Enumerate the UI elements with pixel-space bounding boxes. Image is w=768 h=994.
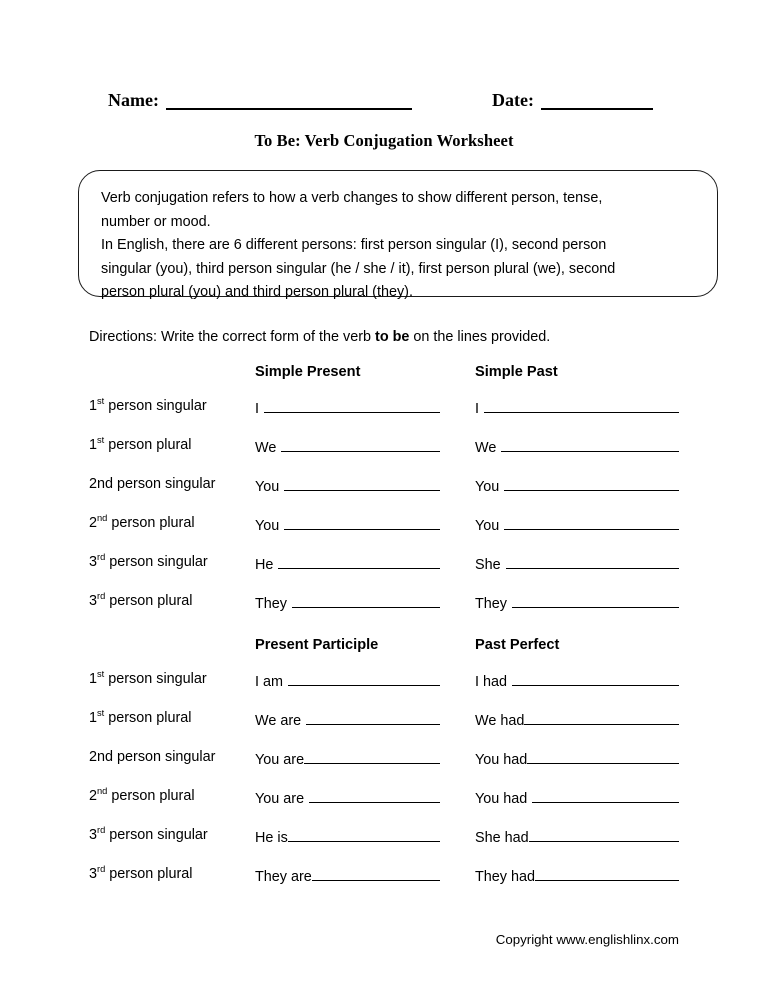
answer-write-line[interactable] [512,591,679,608]
answer-prefix: We [255,440,277,456]
answer-write-line[interactable] [306,708,440,725]
table-row [0,862,768,901]
info-line: In English, there are 6 different persons: first person singular (I), second person [101,237,607,253]
answer-cell-primary [255,591,440,614]
answer-prefix: She had [475,830,529,846]
person-label: 2nd person plural [89,513,195,531]
answer-prefix: She [475,557,501,573]
column-header: Past Perfect [475,637,560,653]
answer-write-line[interactable] [504,513,679,530]
answer-cell-secondary [475,552,679,575]
page-title: To Be: Verb Conjugation Worksheet [254,131,514,150]
answer-cell-primary [255,396,440,419]
ordinal-suffix: rd [97,552,106,563]
answer-write-line[interactable] [304,747,440,764]
directions-text [89,327,550,347]
answer-prefix: You had [475,791,528,807]
answer-write-line[interactable] [524,708,679,725]
column-header-row [0,637,768,667]
answer-prefix: He is [255,830,288,846]
answer-prefix: I [255,401,259,417]
answer-cell-secondary [475,435,679,458]
answer-write-line[interactable] [504,474,679,491]
ordinal-suffix: st [97,669,105,680]
answer-cell-primary [255,435,440,458]
answer-cell-primary [255,552,440,575]
person-label: 1st person singular [89,669,207,687]
person-label: 3rd person singular [89,825,208,843]
name-date-row [0,86,768,112]
answer-cell-secondary [475,708,679,731]
answer-write-line[interactable] [501,435,679,452]
ordinal-suffix: st [97,396,105,407]
answer-write-line[interactable] [529,825,679,842]
person-label: 1st person plural [89,708,192,726]
answer-write-line[interactable] [532,786,679,803]
answer-write-line[interactable] [292,591,440,608]
answer-prefix: We had [475,713,525,729]
answer-cell-secondary [475,669,679,692]
answer-write-line[interactable] [484,396,679,413]
answer-prefix: I had [475,674,508,690]
answer-cell-secondary [475,825,679,848]
answer-prefix: You are [255,791,305,807]
table-row [0,511,768,550]
answer-prefix: You [475,518,500,534]
answer-cell-secondary [475,591,679,614]
person-label: 2nd person plural [89,786,195,804]
table-row [0,745,768,784]
person-label: 2nd person singular [89,749,216,765]
answer-prefix: They are [255,869,312,885]
answer-prefix: You [255,518,280,534]
ordinal-suffix: rd [97,864,106,875]
answer-prefix: You are [255,752,305,768]
name-label: Name: [108,90,159,110]
answer-cell-primary [255,669,440,692]
answer-write-line[interactable] [281,435,440,452]
answer-cell-primary [255,786,440,809]
answer-cell-primary [255,474,440,497]
table-row [0,784,768,823]
answer-cell-primary [255,747,440,770]
table-row [0,667,768,706]
copyright-notice: Copyright www.englishlinx.com [495,932,679,947]
person-label: 2nd person singular [89,476,216,492]
answer-cell-secondary [475,513,679,536]
answer-prefix: You [475,479,500,495]
person-label: 3rd person singular [89,552,208,570]
ordinal-suffix: rd [97,591,106,602]
answer-cell-secondary [475,474,679,497]
answer-prefix: You had [475,752,528,768]
answer-prefix: He [255,557,274,573]
person-label: 1st person singular [89,396,207,414]
table-row [0,472,768,511]
ordinal-suffix: st [97,435,105,446]
table-row [0,823,768,862]
table-row [0,589,768,628]
answer-write-line[interactable] [506,552,679,569]
answer-prefix: I [475,401,479,417]
ordinal-suffix: nd [97,513,108,524]
conjugation-table-simple [0,364,768,628]
answer-cell-primary [255,513,440,536]
answer-cell-primary [255,825,440,848]
answer-prefix: You [255,479,280,495]
table-row [0,394,768,433]
answer-write-line[interactable] [309,786,440,803]
answer-cell-secondary [475,864,679,887]
answer-prefix: I am [255,674,283,690]
answer-write-line[interactable] [535,864,679,881]
directions-emphasis: to be [375,329,410,345]
answer-write-line[interactable] [512,669,679,686]
answer-cell-secondary [475,396,679,419]
column-header: Present Participle [255,637,379,653]
name-write-line[interactable] [166,91,412,110]
table-row [0,550,768,589]
answer-cell-primary [255,864,440,887]
answer-prefix: We are [255,713,302,729]
answer-write-line[interactable] [278,552,440,569]
conjugation-table-participle [0,637,768,901]
answer-prefix: We [475,440,497,456]
person-label: 3rd person plural [89,591,193,609]
answer-cell-secondary [475,747,679,770]
directions-before: Directions: Write the correct form of the verb [89,329,376,345]
ordinal-suffix: st [97,708,105,719]
ordinal-suffix: rd [97,825,106,836]
ordinal-suffix: nd [97,786,108,797]
answer-cell-secondary [475,786,679,809]
answer-write-line[interactable] [312,864,440,881]
table-row [0,706,768,745]
answer-prefix: They [255,596,287,612]
column-header-row [0,364,768,394]
name-field [108,86,412,110]
answer-write-line[interactable] [284,513,440,530]
info-line: person plural (you) and third person plural (they). [101,284,413,300]
person-label: 1st person plural [89,435,192,453]
date-label: Date: [492,90,534,110]
answer-cell-primary [255,708,440,731]
answer-prefix: They had [475,869,536,885]
info-line: Verb conjugation refers to how a verb changes to show different person, tense, [101,190,603,206]
column-header: Simple Present [255,364,361,380]
column-header: Simple Past [475,364,558,380]
answer-write-line[interactable] [288,825,440,842]
answer-write-line[interactable] [264,396,440,413]
info-line: singular (you), third person singular (he / she / it), first person plural (we), second [101,260,616,277]
answer-write-line[interactable] [527,747,679,764]
info-box [78,170,718,300]
person-label: 3rd person plural [89,864,193,882]
answer-prefix: They [475,596,507,612]
info-line: number or mood. [101,213,211,230]
date-field [492,86,653,110]
answer-write-line[interactable] [288,669,440,686]
answer-write-line[interactable] [284,474,440,491]
table-row [0,433,768,472]
directions-after: on the lines provided. [409,329,551,345]
date-write-line[interactable] [541,91,653,110]
